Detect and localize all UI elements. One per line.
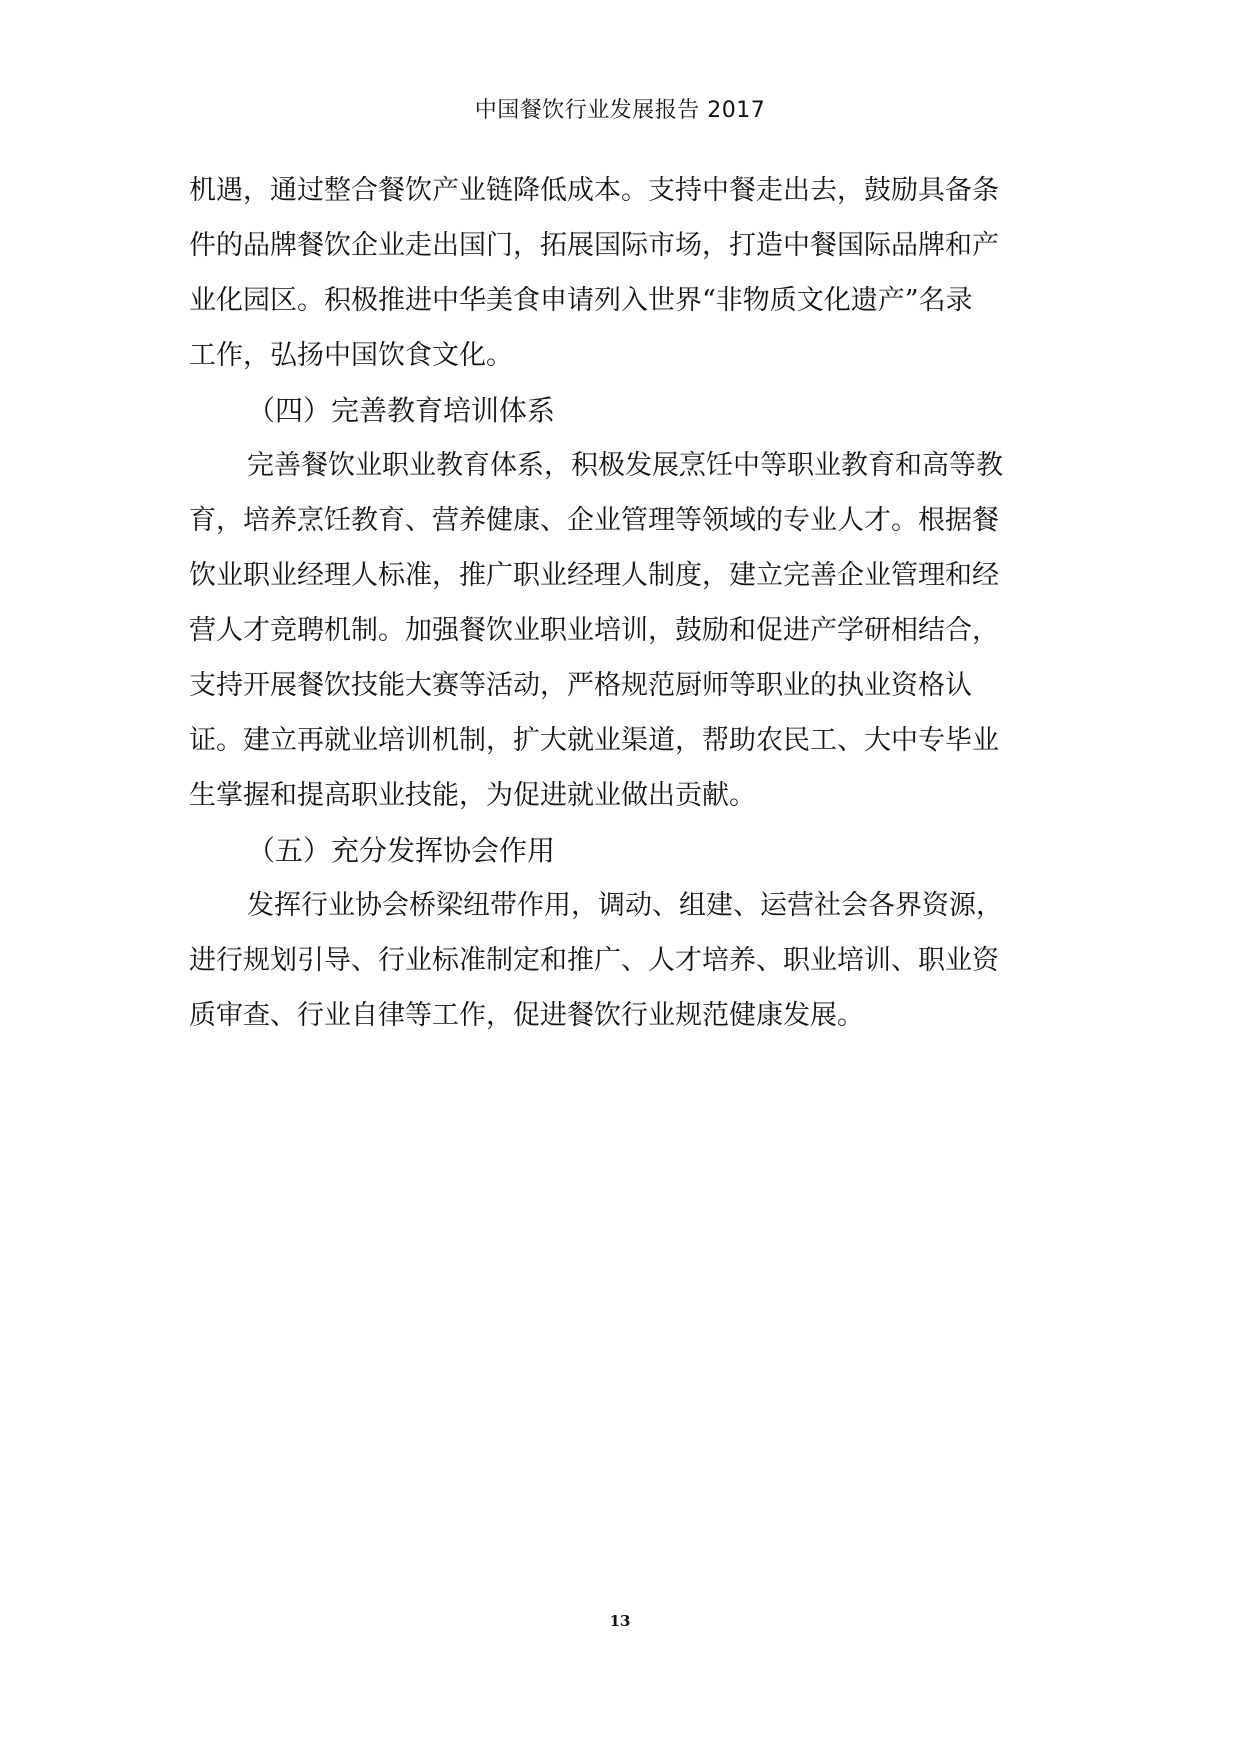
document-body bbox=[189, 163, 1059, 1043]
running-header: 中国餐饮行业发展报告 2017 bbox=[474, 98, 766, 123]
text-line: 营人才竞聘机制。加强餐饮业职业培训，鼓励和促进产学研相结合， bbox=[189, 615, 999, 646]
section-heading-education: （四）完善教育培训体系 bbox=[247, 394, 556, 427]
text-line: 支持开展餐饮技能大赛等活动，严格规范厨师等职业的执业资格认 bbox=[189, 670, 972, 701]
text-line: 发挥行业协会桥梁纽带作用，调动、组建、运营社会各界资源， bbox=[247, 890, 1003, 921]
paragraph-opportunities bbox=[189, 163, 1059, 383]
text-line: 证。建立再就业培训机制，扩大就业渠道，帮助农民工、大中专毕业 bbox=[189, 725, 999, 756]
text-line: 质审查、行业自律等工作，促进餐饮行业规范健康发展。 bbox=[189, 1000, 864, 1031]
text-line: 进行规划引导、行业标准制定和推广、人才培养、职业培训、职业资 bbox=[189, 945, 999, 976]
text-line: 完善餐饮业职业教育体系，积极发展烹饪中等职业教育和高等教 bbox=[247, 450, 1003, 481]
paragraph-education bbox=[189, 438, 1059, 823]
page-number: 13 bbox=[609, 1612, 631, 1630]
text-line: 育，培养烹饪教育、营养健康、企业管理等领域的专业人才。根据餐 bbox=[189, 505, 999, 536]
text-line: 饮业职业经理人标准，推广职业经理人制度，建立完善企业管理和经 bbox=[189, 560, 999, 591]
text-line: 机遇，通过整合餐饮产业链降低成本。支持中餐走出去，鼓励具备条 bbox=[189, 175, 999, 206]
text-line: 业化园区。积极推进中华美食申请列入世界“非物质文化遗产”名录 bbox=[189, 285, 973, 316]
text-line: 工作，弘扬中国饮食文化。 bbox=[189, 340, 513, 371]
paragraph-association bbox=[189, 878, 1059, 1043]
text-line: 件的品牌餐饮企业走出国门，拓展国际市场，打造中餐国际品牌和产 bbox=[189, 230, 999, 261]
text-line: 生掌握和提高职业技能，为促进就业做出贡献。 bbox=[189, 780, 756, 811]
section-heading-association: （五）充分发挥协会作用 bbox=[247, 834, 556, 867]
